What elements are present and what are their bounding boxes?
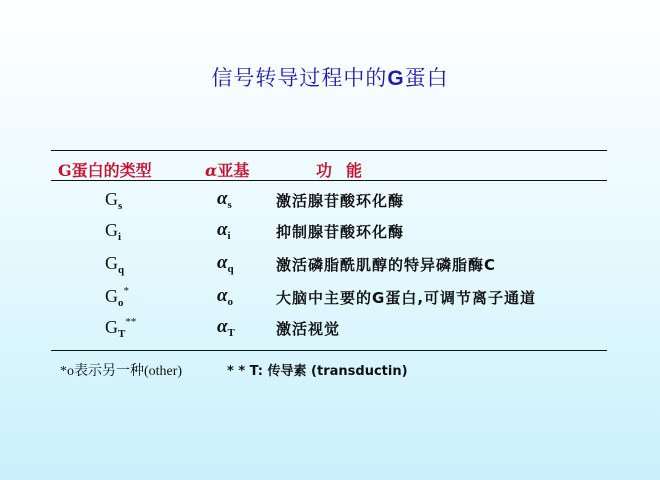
table-bottom-rule — [51, 350, 607, 351]
table-row-g: $G_i$ — [105, 220, 122, 243]
table-row-g: $G_T^{**}$ — [105, 316, 137, 340]
table-row-alpha: $\alpha_T$ — [217, 316, 235, 339]
footnote-other: *o表示另一种(other) — [60, 364, 183, 379]
table-header-rule — [51, 180, 607, 181]
table-row-function: 大脑中主要的G蛋白,可调节离子通道 — [276, 289, 537, 307]
footnotes — [60, 360, 408, 380]
table-row-alpha: $\alpha_q$ — [217, 252, 234, 275]
table-row-g: $G_s$ — [105, 189, 123, 212]
table-top-rule — [51, 150, 607, 151]
table-row-alpha: $\alpha_i$ — [217, 219, 231, 242]
header-function: 功能 — [316, 161, 377, 180]
header-type: G蛋白的类型 — [58, 161, 152, 180]
table-row-function: 激活视觉 — [276, 320, 341, 338]
footnote-transductin: * * T: 传导素 (transductin) — [227, 364, 408, 379]
page-title: 信号转导过程中的G蛋白 — [211, 66, 449, 90]
table-row-alpha: $\alpha_o$ — [217, 285, 234, 308]
header-alpha: α亚基 — [205, 161, 250, 180]
table-row-alpha: $\alpha_s$ — [217, 188, 232, 211]
table-row-g: $G_q$ — [105, 253, 125, 276]
table-row-function: 激活腺苷酸环化酶 — [276, 192, 405, 210]
table-row-function: 抑制腺苷酸环化酶 — [276, 223, 405, 241]
table-row-function: 激活磷脂酰肌醇的特异磷脂酶C — [276, 256, 497, 274]
table-row-g: $G_o^*$ — [105, 285, 129, 309]
